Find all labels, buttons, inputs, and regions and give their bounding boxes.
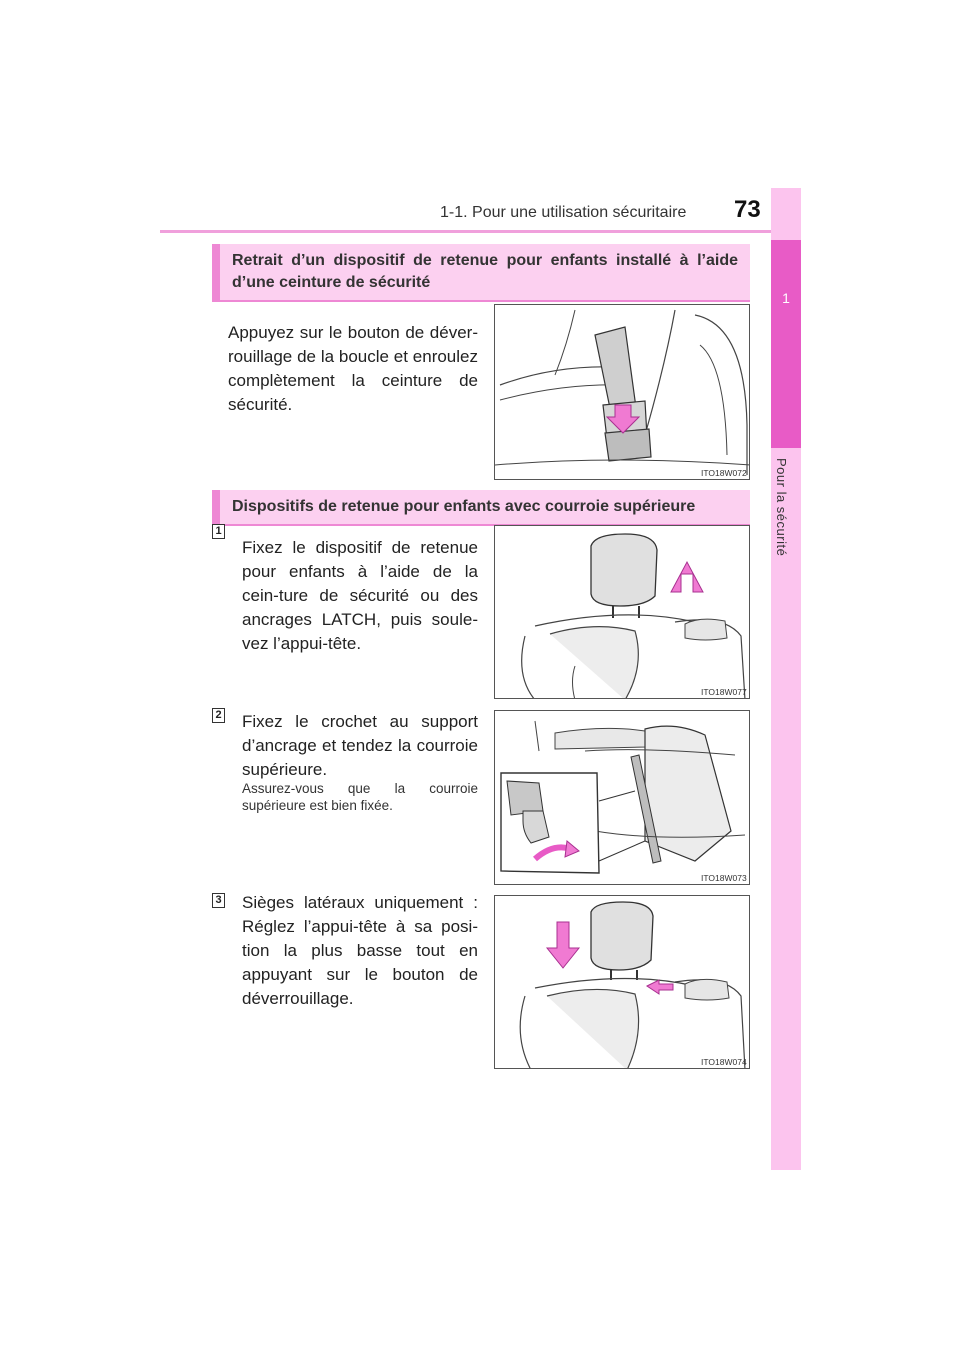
figure-code: ITO18W074 [701,1057,747,1067]
step-note: Assurez-vous que la courroie supérieure est bien fixée. [242,781,478,813]
tether-hook-illustration [495,711,750,885]
figure-code: ITO18W073 [701,873,747,883]
figure-code: ITO18W072 [701,468,747,478]
step-text: Fixez le crochet au support d’ancrage et tendez la courroie supérieure. [242,712,478,779]
step-text: Sièges latéraux uniquement : Réglez l’appui-tête à sa posi-tion la plus basse tout en appuyant sur le bouton de déverrouillage. [242,893,478,1008]
section-title-top-tether: Dispositifs de retenue pour enfants avec courroie supérieure [212,490,750,526]
step-number: 1 [212,524,225,539]
headrest-raise-illustration [495,526,750,699]
buckle-illustration [495,305,750,480]
figure-lower-headrest [494,895,750,1069]
removal-instruction: Appuyez sur le bouton de déver-rouillage de la boucle et enroulez complètement la ceinture de sécurité. [228,323,478,414]
chapter-label: Pour la sécurité [774,458,789,557]
step-text: Fixez le dispositif de retenue pour enfants à l’aide de la cein-ture de sécurité ou des ancrages LATCH, puis soule-vez l’appui-tête. [242,538,478,653]
figure-code: ITO18W077 [701,687,747,697]
chapter-tab-active [771,240,801,448]
page-number: 73 [734,196,761,223]
headrest-lower-illustration [495,896,750,1069]
step-number: 3 [212,893,225,908]
chapter-number: 1 [782,290,790,306]
running-header: 1-1. Pour une utilisation sécuritaire [440,204,687,221]
figure-buckle-release [494,304,750,480]
figure-raise-headrest [494,525,750,699]
step-number: 2 [212,708,225,723]
header-rule [160,230,800,233]
figure-attach-hook [494,710,750,885]
section-title-removal: Retrait d’un dispositif de retenue pour enfants installé à l’aide d’une ceinture de sécurité [212,244,750,302]
